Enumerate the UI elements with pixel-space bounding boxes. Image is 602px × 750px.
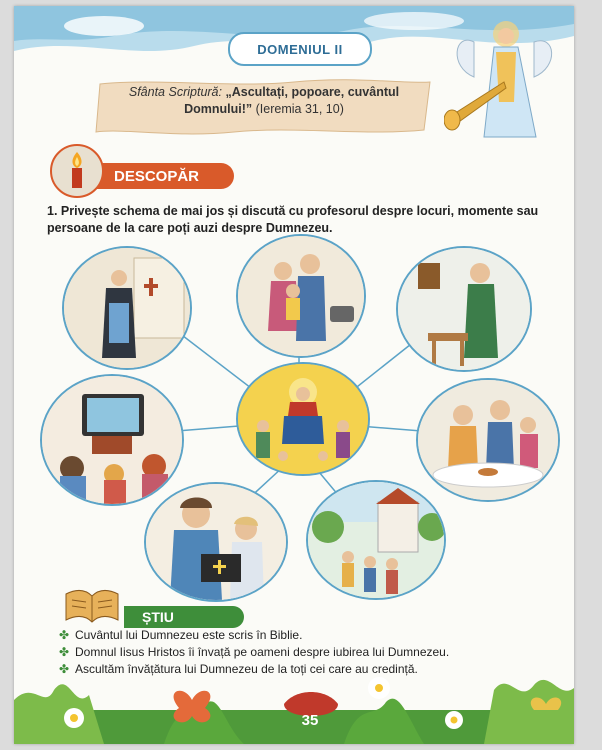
scheme-circle-church-procession [306,480,446,600]
scheme-circle-family [236,234,366,358]
task-text: Privește schema de mai jos și discută cu profesorul despre locuri, momente sau persoane de la care poți auzi despre Dumnezeu. [47,204,539,235]
scheme-circle-church-priest [62,246,192,370]
clover-bullet-icon: ✤ [59,645,70,659]
discover-label: DESCOPĂR [114,167,200,185]
verse-reference: (Ieremia 31, 10) [255,102,344,116]
scheme-circle-reading-bible [144,482,288,602]
textbook-page [14,6,574,744]
domain-badge: DOMENIUL II [228,32,372,66]
scheme-circle-school-teacher [396,246,532,372]
clover-bullet-icon: ✤ [59,662,70,676]
page-number: 35 [301,712,319,729]
know-section-header [124,606,244,628]
verse-prefix: Sfânta Scriptură: [128,85,222,99]
clover-bullet-icon: ✤ [59,628,70,642]
list-item: ✤ Cuvântul lui Dumnezeu este scris în Biblie. [59,628,303,642]
scheme-circle-family-meal [416,378,560,502]
know-label: ȘTIU [142,609,174,625]
open-book-icon [64,580,120,624]
list-item: ✤ Domnul Iisus Hristos îi învață pe oameni despre iubirea lui Dumnezeu. [59,645,450,659]
task-number: 1. [47,204,58,218]
verse-quote: „Ascultați, popoare, cuvântul Domnului!” [184,85,400,116]
flower-garden-footer [14,670,574,744]
list-item: ✤ Ascultăm învățătura lui Dumnezeu de la toți cei care au credință. [59,662,418,676]
scheme-circle-family-tv [40,374,184,506]
scheme-center-jesus-teaching [236,362,370,476]
